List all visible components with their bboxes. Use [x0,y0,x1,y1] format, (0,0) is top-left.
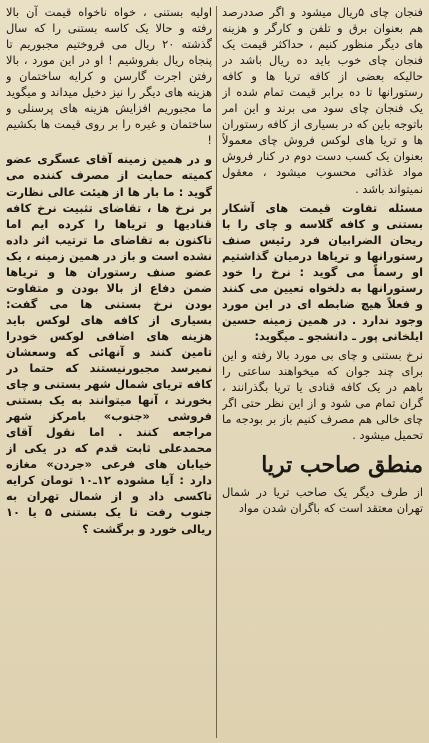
closing-paragraph: از طرف دیگر یک صاحب تریا در شمال تهران معتقد است که باگران شدن مواد [222,485,423,516]
quote-paragraph: نرخ بستنی و چای بی مورد بالا رفته و این برای چند جوان که میخواهند ساعتی را باهم در یک کافه قنادی یا تریا بگذرانند ، گران تمام می شود و از این نظر حتی اگر چای خالی هم مصرف کنیم باز بر بودجه ما تحمیل میشود . [222,347,423,443]
column-divider [216,6,217,738]
subhead-paragraph: مسئله تفاوت قیمت های آشکار بستنی و کافه گلاسه و چای را با ریحان الضرابیان فرد رئیس صنف رستورانها و تریاها درمیان گذاشتیم او رسماً می گوید : نرخ را خود رستورانها به دلخواه تعیین می کنند و فعلاً هیچ ضابطه ای در این مورد وجود ندارد . در همین زمینه حسین ایلخانی پور ـ دانشجو ـ میگوید: [222,200,423,343]
left-column [6,4,212,739]
right-column [222,4,423,739]
article-paragraph: اولیه بستنی ، خواه ناخواه قیمت آن بالا رفته و حالا یک کاسه بستنی را که سال گذشته ۲۰ ریال می فروختیم مجبوریم تا پنجاه ریال بفروشیم ! او در این مورد ، بالا رفتن اجرت گارسن و کرایه ساختمان و هزینه های دیگر را نیز دخیل میداند و میگوید ما مجبوریم افزایش هزینه های پرسنلی و ساختمان و غیره را بر روی قیمت ها بکشیم ! [6,5,212,148]
section-headline: منطق صاحب تریا [261,452,423,479]
article-paragraph: و در همین زمینه آقای عسگری عضو کمیته حمایت از مصرف کننده می گوید : ما بار ها از هیئت عالی نظارت بر نرخ ها ، تقاضای تثبیت نرخ کافه قنادیها و تریاها را کرده ایم اما تاکنون به تقاضای ما ترتیب اثر داده نشده است و باز در همین زمینه ، یک عضو صنف رستوران ها و تریاها ضمن دفاع از بالا بودن و متفاوت بودن نرخ بستنی ها می گفت: بسیاری از کافه های لوکس باید هزینه های اضافی لوکس خودرا تامین کنند و آنهائی که وسعشان نمیرسد مجبورنیستند که حتما در کافه تریای شمال شهر بستنی و چای بخورند ، آنها میتوانند به یک بستنی فروشی «جنوب» بامرکز شهر مراجعه کنند . اما نقول آقای محمدعلی ثابت قدم که در یکی از خیابان های فرعی «جردن» مغازه دارد : آیا مشوده ۱۲ـ۱۰ تومان کرایه تاکسی داد و از شمال تهران به جنوب رفت تا یک بستنی ۵ یا ۱۰ ریالی خورد و برگشت ؟ [6,152,212,536]
article-paragraph: فنجان چای ۵ریال میشود و اگر صددرصد هم بعنوان برق و تلفن و کارگر و هزینه های دیگر منظور کنیم ، حداکثر قیمت یک فنجان چای خوب باید ده ریال باشد در حالیکه بعضی از کافه تریا ها و کافه رستورانها تا ده برابر قیمت تمام شده از یک فنجان چای سود می برند و این امر باتوجه باین که در بسیاری از کافه رستوران ها و تریا های لوکس فروش چای معمولاً بعنوان یک کسب دست دوم در کنار فروش مواد غذائی محسوب میشود ، معقول نمیتواند باشد . [222,5,423,196]
